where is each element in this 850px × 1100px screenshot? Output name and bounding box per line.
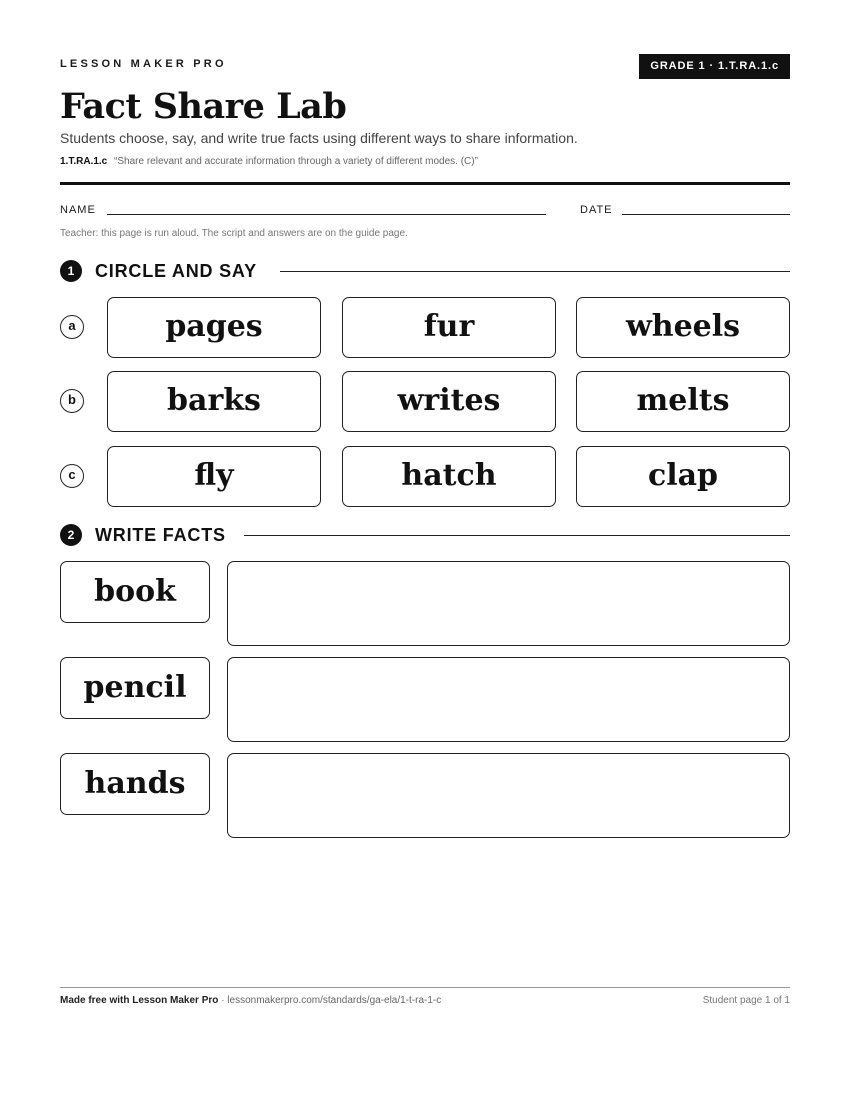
fact-writing-box[interactable] bbox=[227, 657, 790, 742]
page-subtitle: Students choose, say, and write true facts using different ways to share information. bbox=[60, 130, 578, 146]
word-card[interactable]: wheels bbox=[576, 297, 790, 358]
row-letter: c bbox=[60, 464, 84, 488]
footer-page-number: Student page 1 of 1 bbox=[702, 995, 790, 1006]
word-card[interactable]: fur bbox=[342, 297, 556, 358]
fact-writing-box[interactable] bbox=[227, 753, 790, 838]
row-letter: a bbox=[60, 315, 84, 339]
footer-brand: Made free with Lesson Maker Pro bbox=[60, 995, 219, 1006]
standard-line bbox=[60, 156, 478, 167]
date-label: DATE bbox=[580, 204, 613, 216]
section-2-number: 2 bbox=[60, 524, 82, 546]
section-1-title: CIRCLE AND SAY bbox=[95, 261, 257, 281]
footer-url: lessonmakerpro.com/standards/ga-ela/1-t-ra-1-c bbox=[227, 995, 442, 1006]
word-card[interactable]: hatch bbox=[342, 446, 556, 507]
word-card[interactable]: pages bbox=[107, 297, 321, 358]
name-field[interactable] bbox=[107, 214, 546, 215]
worksheet-page bbox=[60, 0, 790, 1100]
footer-divider bbox=[60, 987, 790, 988]
standard-text: “Share relevant and accurate information through a variety of different modes. (C)” bbox=[114, 156, 478, 167]
footer-separator: · bbox=[218, 995, 228, 1006]
page-title: Fact Share Lab bbox=[60, 86, 347, 127]
prompt-word-card: book bbox=[60, 561, 210, 623]
section-1-header bbox=[60, 258, 790, 282]
header-divider bbox=[60, 182, 790, 185]
word-card[interactable]: melts bbox=[576, 371, 790, 432]
date-field[interactable] bbox=[622, 214, 790, 215]
section-2-title: WRITE FACTS bbox=[95, 525, 226, 545]
row-letter: b bbox=[60, 389, 84, 413]
word-card[interactable]: barks bbox=[107, 371, 321, 432]
word-card[interactable]: writes bbox=[342, 371, 556, 432]
teacher-note: Teacher: this page is run aloud. The script and answers are on the guide page. bbox=[60, 228, 408, 239]
prompt-word-card: hands bbox=[60, 753, 210, 815]
word-card[interactable]: clap bbox=[576, 446, 790, 507]
grade-badge: GRADE 1 · 1.T.RA.1.c bbox=[639, 54, 790, 79]
brand-name: LESSON MAKER PRO bbox=[60, 58, 227, 70]
fact-writing-box[interactable] bbox=[227, 561, 790, 646]
prompt-word-card: pencil bbox=[60, 657, 210, 719]
section-2-header bbox=[60, 522, 790, 546]
section-2-rule bbox=[244, 535, 790, 536]
name-label: NAME bbox=[60, 204, 96, 216]
word-card[interactable]: fly bbox=[107, 446, 321, 507]
footer-credit bbox=[60, 995, 441, 1006]
section-1-number: 1 bbox=[60, 260, 82, 282]
standard-code: 1.T.RA.1.c bbox=[60, 156, 108, 167]
section-1-rule bbox=[280, 271, 790, 272]
